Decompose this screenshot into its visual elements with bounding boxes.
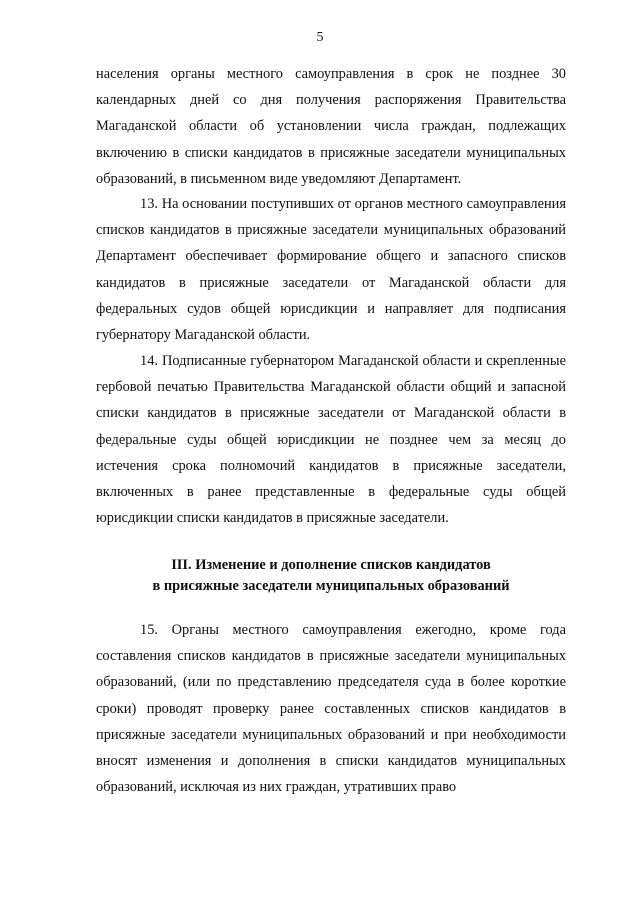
section-heading-line-2: в присяжные заседатели муниципальных образований bbox=[152, 578, 510, 594]
page-number: 5 bbox=[316, 30, 324, 45]
paragraph-15: 15. Органы местного самоуправления ежегодно, кроме года составления списков кандидатов в присяжные заседатели муниципальных образований, (или по представлению председателя суда в более короткие сроки) проводят проверку ранее составленных списков кандидатов в присяжные заседатели муниципальных образований и при необходимости вносят изменения и дополнения в списки кандидатов муниципальных образований, исключая из них граждан, утративших право bbox=[96, 622, 566, 796]
paragraph-13: 13. На основании поступивших от органов местного самоуправления списков кандидатов в присяжные заседатели муниципальных образований Департамент обеспечивает формирование общего и запасного списков кандидатов в присяжные заседатели от Магаданской области для федеральных судов общей юрисдикции и направляет для подписания губернатору Магаданской области. bbox=[96, 196, 566, 344]
paragraph-continuation: населения органы местного самоуправления в срок не позднее 30 календарных дней со дня получения распоряжения Правительства Магаданской области об установлении числа граждан, подлежащих включению в списки кандидатов в присяжные заседатели муниципальных образований, в письменном виде уведомляют Департамент. bbox=[96, 66, 566, 187]
section-heading bbox=[96, 555, 566, 597]
paragraph-14: 14. Подписанные губернатором Магаданской области и скрепленные гербовой печатью Правительства Магаданской области общий и запасной списки кандидатов в присяжные заседатели от Магаданской области в федеральные суды общей юрисдикции не позднее чем за месяц до истечения срока полномочий кандидатов в присяжные заседатели, включенных в ранее представленные в федеральные суды общей юрисдикции списки кандидатов в присяжные заседатели. bbox=[96, 353, 566, 527]
section-heading-line-1: III. Изменение и дополнение списков кандидатов bbox=[171, 557, 491, 573]
